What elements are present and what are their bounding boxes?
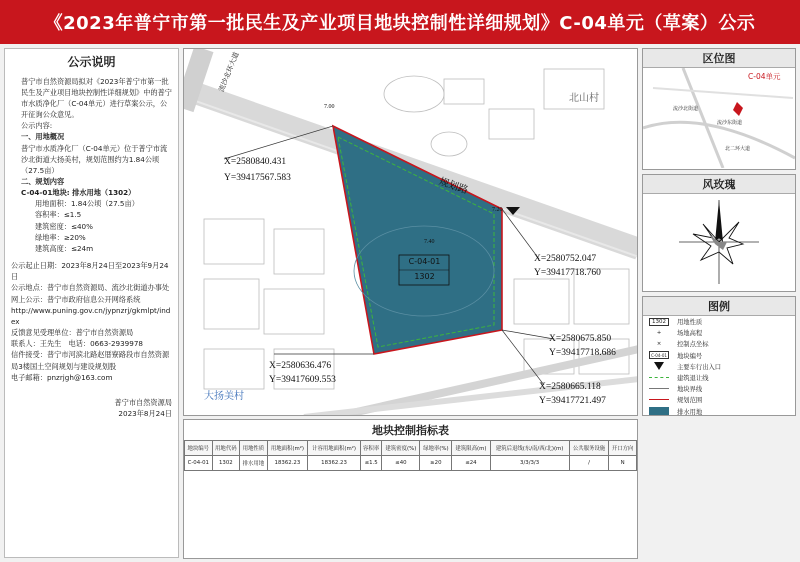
period-line: 公示起止日期：2023年8月24日至2023年9月24日 (11, 261, 169, 282)
coord-5-x: X=2580636.476 (269, 361, 332, 371)
compass-heading: 风玫瑰 (643, 175, 795, 194)
control-table (183, 419, 638, 559)
ring-road-label: 流沙北环大道 (217, 51, 241, 93)
green-line: 绿地率：≥20% (35, 232, 86, 242)
road-width-b: 7.20 (492, 207, 503, 213)
notice-content-label: 公示内容: (21, 121, 53, 131)
wind-rose (642, 174, 796, 292)
location-marker (733, 102, 743, 116)
coord-1-y: Y=39417567.583 (224, 173, 291, 183)
legend-item: + 场地高程 (643, 327, 795, 338)
density-line: 建筑密度：≤40% (35, 221, 93, 231)
legend-item: 建筑退让线 (643, 372, 795, 383)
village-dayangmei: 大扬美村 (204, 391, 244, 402)
address-line: 信件接受：普宁市河滨北路赵厝寮路段市自然资源局3楼国土空间规划与建设规划股 (11, 350, 170, 371)
location-canvas (643, 68, 795, 168)
road-width-a: 7.00 (324, 104, 335, 110)
legend-item: 主要车行出入口 (643, 361, 795, 372)
coord-2-x: X=2580752.047 (534, 254, 597, 264)
plan-road-label: 规划路 (437, 176, 470, 197)
location-road-3: 北二环大道 (725, 146, 751, 152)
page-title: 《2023年普宁市第一批民生及产业项目地块控制性详细规划》C-04单元（草案）公示 (0, 0, 800, 44)
legend-coord-symbol: × (656, 340, 662, 347)
table-header-row: 地块编号 用地代码 用地性质 用地面积(m²) 计容用地面积(m²) 容积率 建筑密度(%) 绿地率(%) 建筑限高(m) 建筑后退线(东/南/西/北)(m) 公共服务设施 开口方向 (185, 441, 637, 456)
contact-line: 联系人：王先生 电话：0663-2939978 (11, 339, 143, 349)
village-beishan: 北山村 (569, 93, 599, 104)
location-map (642, 48, 796, 170)
legend-use-symbol: 1302 (649, 318, 669, 326)
area-line: 用地面积：1.84公顷（27.5亩） (35, 199, 139, 209)
feedback-line: 反馈意见受理单位：普宁市自然资源局 (11, 328, 134, 338)
right-column (642, 44, 796, 416)
far-line: 容积率：≤1.5 (35, 210, 82, 220)
notice-heading: 公示说明 (67, 55, 116, 69)
site-elevation: 7.40 (424, 239, 435, 245)
email-link[interactable]: 电子邮箱：pnzrjgh@163.com (11, 372, 113, 382)
legend-entrance-symbol (649, 362, 669, 370)
legend-item: × 控制点坐标 (643, 338, 795, 349)
web-line: 网上公示：普宁市政府信息公开网络系统 (11, 294, 141, 304)
plot-line: C-04-01地块: 排水用地（1302） (21, 188, 136, 198)
table-heading: 地块控制指标表 (372, 424, 449, 437)
plot-use: 1302 (414, 272, 435, 281)
section2-title: 二、规划内容 (21, 177, 65, 186)
location-road-2: 流沙东街道 (717, 120, 743, 126)
legend-item: 规划范围 (643, 394, 795, 405)
place-line: 公示地点：普宁市自然资源局、流沙北街道办事处 (11, 283, 170, 293)
indicator-table (184, 440, 637, 471)
legend-item: C-04-01 地块编号 (643, 350, 795, 361)
legend-boundary-symbol (649, 385, 669, 393)
legend-drain-symbol (649, 407, 669, 415)
coord-3-x: X=2580675.850 (549, 334, 612, 344)
legend-elevation-symbol: + (656, 329, 662, 336)
location-road-1: 流沙北街道 (673, 106, 699, 112)
table-row: C-04-01 1302 排水用地 18362.23 18362.23 ≤1.5 ≤40 ≥20 ≤24 3/3/3/3 / N (185, 456, 637, 471)
coord-1-x: X=2580840.431 (224, 157, 287, 167)
legend-item: 地块界线 (643, 383, 795, 394)
org-sign: 普宁市自然资源局 (114, 397, 172, 407)
legend-item: 排水用地 (643, 406, 795, 417)
plot-code: C-04-01 (408, 257, 441, 266)
date-sign: 2023年8月24日 (118, 408, 172, 418)
coord-4-x: X=2580665.118 (539, 382, 601, 392)
legend-heading: 图例 (643, 297, 795, 316)
notice-panel (4, 48, 179, 558)
coord-3-y: Y=39417718.686 (549, 348, 616, 358)
notice-intro: 普宁市自然资源局拟对《2023年普宁市第一批民生及产业项目地块控制性详细规划》中的普宁市水质净化厂（C-04单元）进行草案公示，公开征询公众意见。 (21, 76, 172, 120)
url-link[interactable]: http://www.puning.gov.cn/jypnzrj/gkmlpt/index (11, 305, 171, 326)
location-unit-label: C-04单元 (748, 72, 781, 81)
map-canvas (184, 49, 638, 416)
height-line: 建筑高度：≤24m (35, 243, 94, 253)
legend (642, 296, 796, 416)
legend-scope-symbol (649, 396, 669, 404)
plan-map (183, 48, 638, 416)
coord-2-y: Y=39417718.760 (534, 268, 601, 278)
location-heading: 区位图 (643, 49, 795, 68)
legend-setback-symbol (649, 374, 669, 382)
wind-rose-icon (643, 194, 795, 290)
section1-title: 一、用地概况 (21, 132, 65, 142)
coord-4-y: Y=39417721.497 (539, 396, 606, 406)
legend-item: 1302 用地性质 (643, 316, 795, 327)
coord-5-y: Y=39417609.553 (269, 375, 336, 385)
legend-plot-symbol: C-04-01 (649, 351, 669, 359)
section1-text: 普宁市水质净化厂（C-04单元）位于普宁市流沙北街道大扬美村，规划范围约为1.84公顷（27.5亩） (21, 143, 168, 175)
